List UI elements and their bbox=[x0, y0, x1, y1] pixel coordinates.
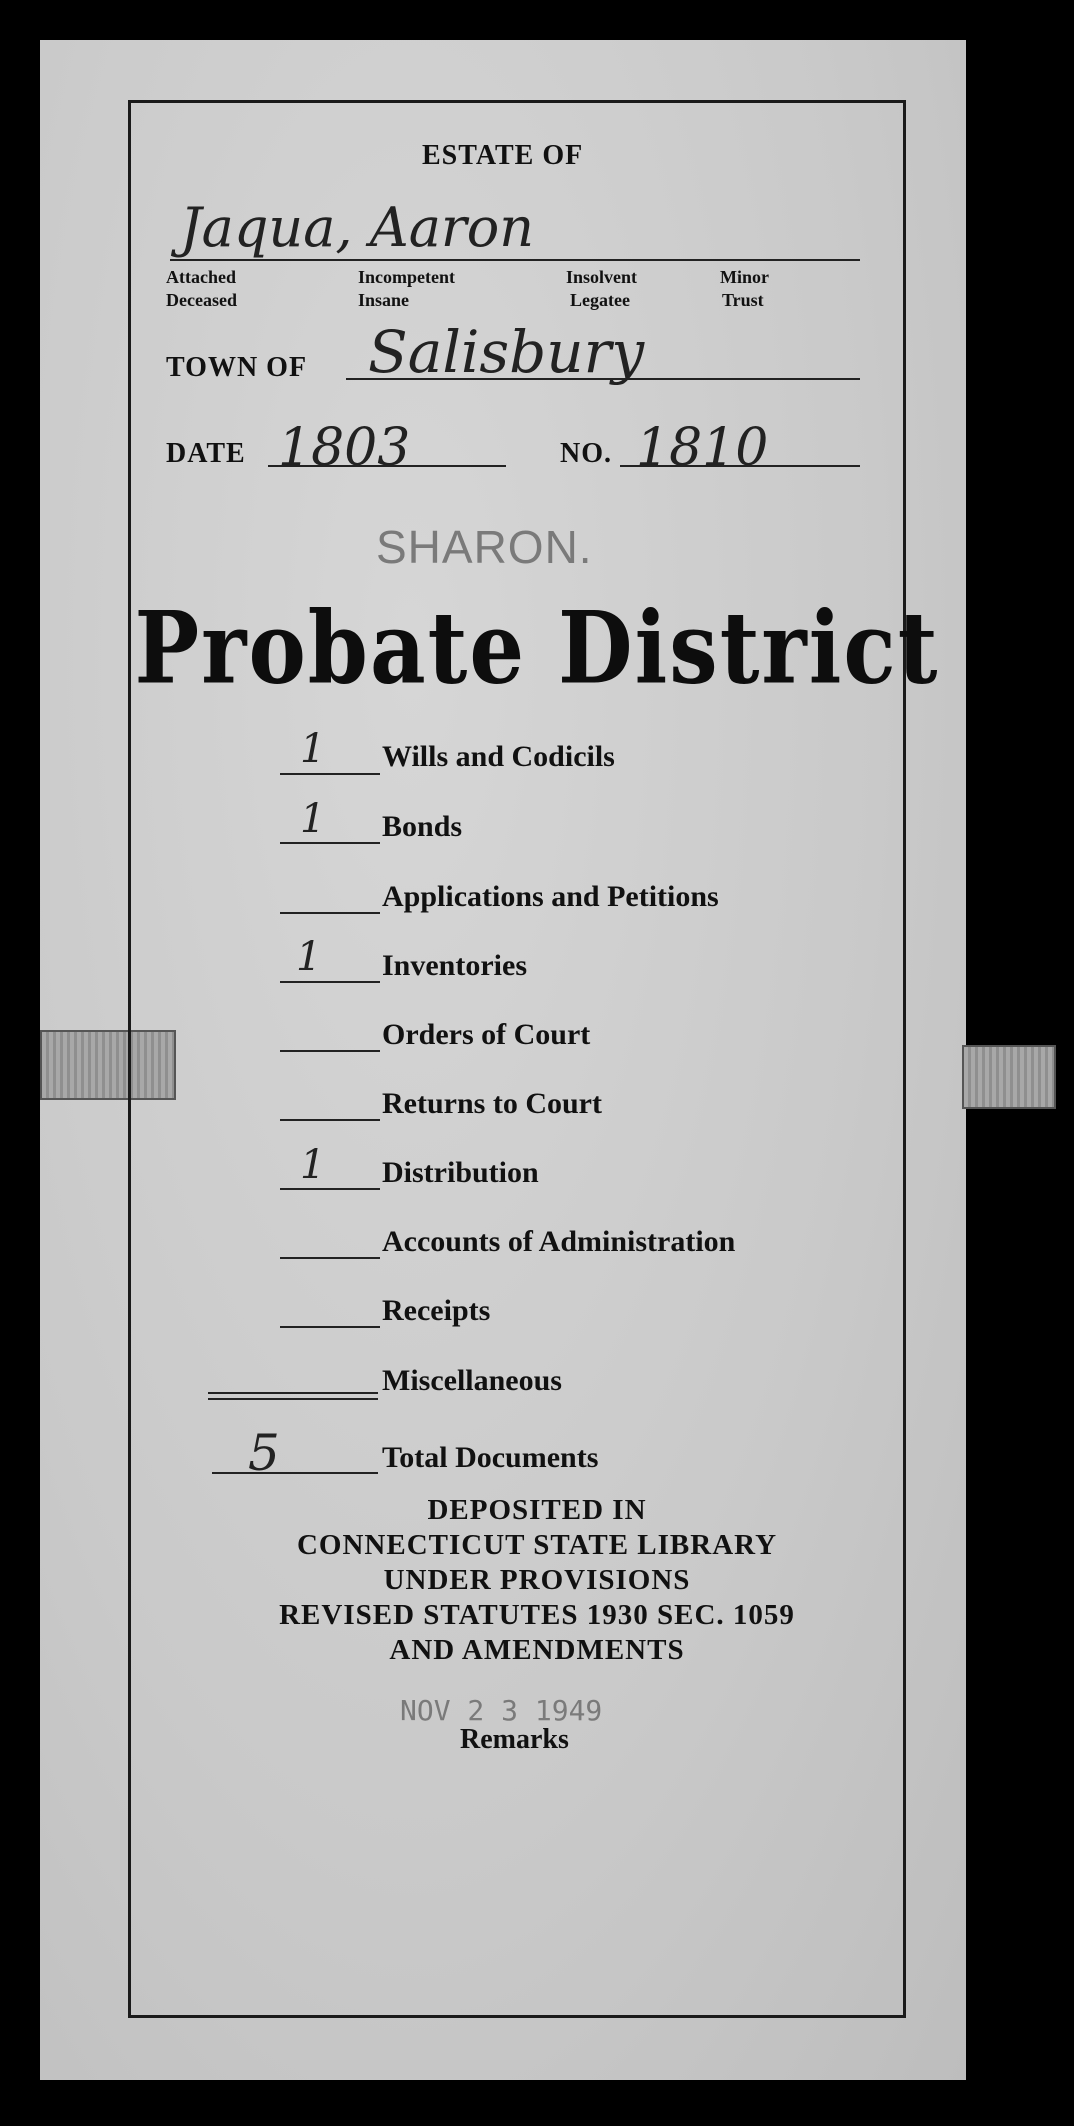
count-total: 5 bbox=[248, 1424, 280, 1482]
count-bonds: 1 bbox=[300, 796, 326, 842]
line-inventories bbox=[280, 981, 380, 983]
label-wills-codicils: Wills and Codicils bbox=[382, 740, 615, 773]
label-returns-to-court: Returns to Court bbox=[382, 1087, 602, 1120]
label-insolvent: Insolvent bbox=[566, 267, 638, 287]
label-trust: Trust bbox=[722, 290, 764, 310]
received-date-stamp: NOV 2 3 1949 bbox=[400, 1694, 603, 1727]
estate-of-heading: ESTATE OF bbox=[422, 140, 584, 171]
label-bonds: Bonds bbox=[382, 810, 463, 843]
label-minor: Minor bbox=[720, 267, 769, 287]
label-distribution: Distribution bbox=[382, 1156, 539, 1189]
label-inventories: Inventories bbox=[382, 949, 527, 982]
date-line bbox=[268, 465, 506, 467]
estate-name-line bbox=[170, 259, 860, 261]
label-legatee: Legatee bbox=[570, 290, 630, 310]
date-label: DATE bbox=[166, 438, 246, 469]
deposit-line-4: REVISED STATUTES 1930 SEC. 1059 bbox=[279, 1599, 795, 1631]
label-attached: Attached bbox=[166, 267, 236, 287]
estate-name-handwritten: Jaqua, Aaron bbox=[180, 196, 535, 259]
line-returns bbox=[280, 1119, 380, 1121]
line-miscellaneous-double bbox=[208, 1398, 378, 1400]
label-applications-petitions: Applications and Petitions bbox=[382, 880, 719, 913]
line-applications bbox=[280, 912, 380, 914]
deposit-line-2: CONNECTICUT STATE LIBRARY bbox=[296, 1529, 778, 1561]
district-stamp: SHARON. bbox=[376, 521, 593, 573]
count-distribution: 1 bbox=[300, 1142, 326, 1188]
deposit-line-1: DEPOSITED IN bbox=[427, 1494, 647, 1526]
date-handwritten: 1803 bbox=[278, 418, 411, 478]
line-accounts bbox=[280, 1257, 380, 1259]
number-label: NO. bbox=[560, 438, 612, 469]
deposit-line-5: AND AMENDMENTS bbox=[389, 1634, 685, 1666]
count-inventories: 1 bbox=[296, 934, 322, 980]
line-orders bbox=[280, 1050, 380, 1052]
label-total-documents: Total Documents bbox=[382, 1441, 599, 1474]
line-bonds bbox=[280, 842, 380, 844]
label-orders-of-court: Orders of Court bbox=[382, 1018, 591, 1051]
line-wills bbox=[280, 773, 380, 775]
label-incompetent: Incompetent bbox=[358, 267, 455, 287]
line-total bbox=[212, 1472, 378, 1474]
line-receipts bbox=[280, 1326, 380, 1328]
remarks-label: Remarks bbox=[460, 1724, 569, 1755]
label-deceased: Deceased bbox=[166, 290, 237, 310]
probate-district-title: Probate District bbox=[134, 590, 940, 707]
number-line bbox=[620, 465, 860, 467]
count-wills: 1 bbox=[300, 726, 326, 772]
number-handwritten: 1810 bbox=[636, 418, 769, 478]
label-receipts: Receipts bbox=[382, 1294, 491, 1327]
deposit-line-3: UNDER PROVISIONS bbox=[383, 1564, 691, 1596]
town-line bbox=[346, 378, 860, 380]
right-tie-strap bbox=[962, 1045, 1056, 1109]
label-miscellaneous: Miscellaneous bbox=[382, 1364, 562, 1397]
label-accounts-administration: Accounts of Administration bbox=[382, 1225, 736, 1258]
line-distribution bbox=[280, 1188, 380, 1190]
label-insane: Insane bbox=[358, 290, 410, 310]
line-miscellaneous bbox=[208, 1392, 378, 1394]
town-handwritten: Salisbury bbox=[368, 318, 645, 386]
town-label: TOWN OF bbox=[166, 352, 308, 383]
